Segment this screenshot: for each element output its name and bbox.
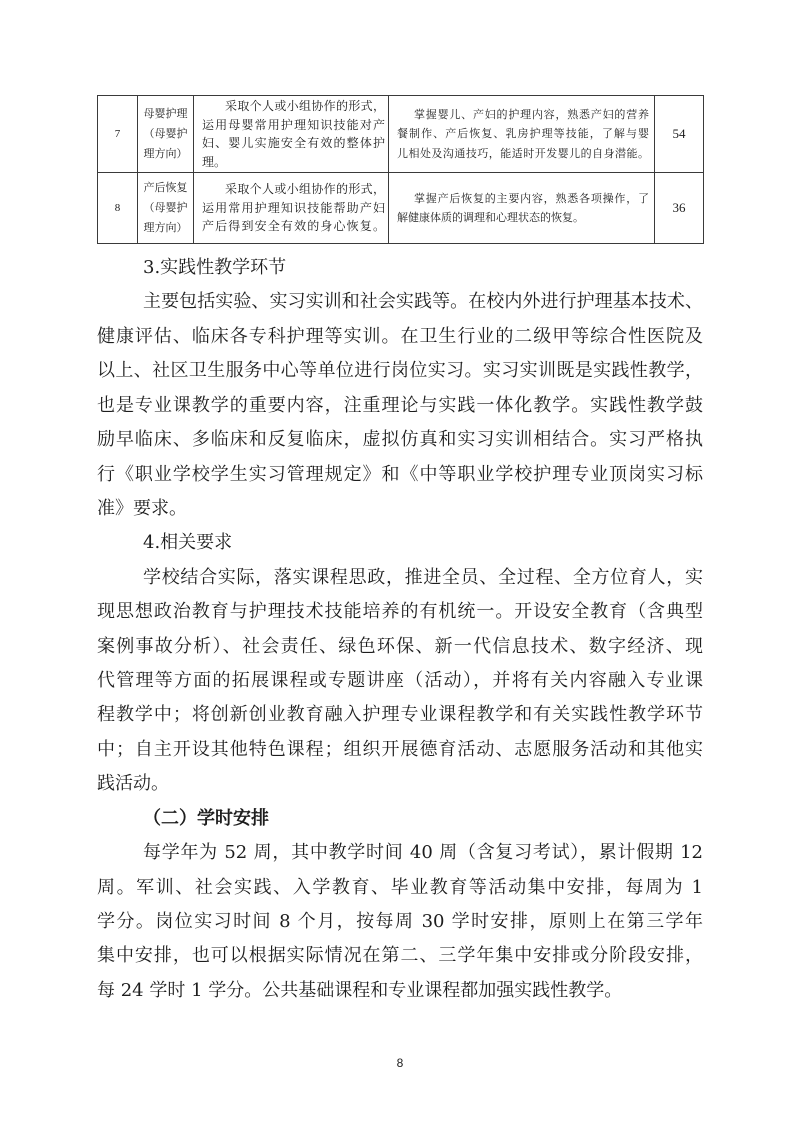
- paragraph-line: 现思想政治教育与护理技术技能培养的有机统一。开设安全教育（含典型: [97, 601, 703, 623]
- class-hours: 36: [655, 173, 704, 244]
- teaching-method-line: 妇、婴儿实施安全有效的整体护: [202, 136, 385, 150]
- course-content: [389, 96, 655, 173]
- course-content-line: 掌握产后恢复的主要内容，熟悉各项操作，了: [414, 191, 649, 205]
- page-number: 8: [396, 1056, 404, 1070]
- teaching-method-line: 运用母婴常用护理知识技能对产: [202, 117, 385, 132]
- practice-paragraph: [97, 285, 703, 526]
- paragraph-line: 每学年为 52 周，其中教学时间 40 周（含复习考试），累计假期 12: [143, 842, 703, 864]
- row-number: 8: [98, 173, 138, 244]
- course-content-line: 掌握婴儿、产妇的护理内容，熟悉产妇的营养: [414, 107, 649, 121]
- course-name-line: 产后恢复: [143, 181, 188, 194]
- teaching-method-line: 采取个人或小组协作的形式，: [225, 182, 385, 197]
- section-heading-schedule: （二）学时安排: [143, 807, 269, 829]
- course-content-line: 餐制作、产后恢复、乳房护理等技能，了解与婴: [397, 127, 649, 141]
- section-heading-practice: 3.实践性教学环节: [143, 257, 287, 278]
- course-content: [389, 173, 655, 244]
- paragraph-line: 也是专业课教学的重要内容，注重理论与实践一体化教学。实践性教学鼓: [97, 394, 703, 416]
- teaching-method-line: 采取个人或小组协作的形式，: [225, 99, 385, 113]
- teaching-method-line: 运用常用护理知识技能帮助产妇: [202, 200, 385, 215]
- course-name-line: 理方向）: [143, 147, 188, 160]
- course-name-line: （母婴护: [143, 201, 188, 214]
- paragraph-line: 健康评估、临床各专科护理等实训。在卫生行业的二级甲等综合性医院及: [97, 325, 703, 347]
- table-row: [98, 173, 704, 244]
- course-name-line: （母婴护: [143, 127, 188, 140]
- paragraph-line: 行《职业学校学生实习管理规定》和《中等职业学校护理专业顶岗实习标: [97, 463, 703, 485]
- paragraph-line: 以上、社区卫生服务中心等单位进行岗位实习。实习实训既是实践性教学，: [97, 360, 703, 382]
- table-row: [98, 96, 704, 173]
- course-name: [138, 96, 194, 173]
- body-text: [97, 251, 703, 1008]
- row-number: 7: [98, 96, 138, 173]
- teaching-method-line: 产后得到安全有效的身心恢复。: [202, 219, 385, 234]
- paragraph-line: 集中安排，也可以根据实际情况在第二、三学年集中安排或分阶段安排，: [97, 945, 703, 967]
- teaching-method-line: 理。: [202, 154, 227, 169]
- course-name-line: 母婴护理: [143, 107, 188, 120]
- teaching-method: [194, 173, 389, 244]
- teaching-method: [194, 96, 389, 173]
- paragraph-line: 程教学中；将创新创业教育融入护理专业课程教学和有关实践性教学环节: [97, 704, 703, 726]
- course-table: [97, 95, 704, 244]
- paragraph-line: 周。军训、社会实践、入学教育、毕业教育等活动集中安排，每周为 1: [97, 876, 703, 898]
- paragraph-line: 中；自主开设其他特色课程；组织开展德育活动、志愿服务活动和其他实: [97, 738, 703, 760]
- section-heading-requirements: 4.相关要求: [143, 532, 233, 554]
- class-hours: 54: [655, 96, 704, 173]
- course-content-line: 儿相处及沟通技巧，能适时开发婴儿的自身潜能。: [397, 146, 649, 160]
- paragraph-line: 准》要求。: [97, 497, 187, 519]
- schedule-paragraph: [97, 836, 703, 1008]
- paragraph-line: 学校结合实际，落实课程思政，推进全员、全过程、全方位育人，实: [143, 566, 703, 588]
- course-name: [138, 173, 194, 244]
- paragraph-line: 案例事故分析）、社会责任、绿色环保、新一代信息技术、数字经济、现: [97, 635, 703, 657]
- course-name-line: 理方向）: [143, 221, 188, 234]
- paragraph-line: 每 24 学时 1 学分。公共基础课程和专业课程都加强实践性教学。: [97, 979, 623, 1001]
- requirements-paragraph: [97, 561, 703, 802]
- paragraph-line: 代管理等方面的拓展课程或专题讲座（活动），并将有关内容融入专业课: [97, 670, 703, 692]
- paragraph-line: 励早临床、多临床和反复临床，虚拟仿真和实习实训相结合。实习严格执: [97, 429, 703, 451]
- paragraph-line: 学分。岗位实习时间 8 个月，按每周 30 学时安排，原则上在第三学年: [97, 911, 703, 933]
- paragraph-line: 践活动。: [97, 773, 169, 795]
- paragraph-line: 主要包括实验、实习实训和社会实践等。在校内外进行护理基本技术、: [143, 291, 703, 313]
- course-content-line: 解健康体质的调理和心理状态的恢复。: [397, 211, 584, 224]
